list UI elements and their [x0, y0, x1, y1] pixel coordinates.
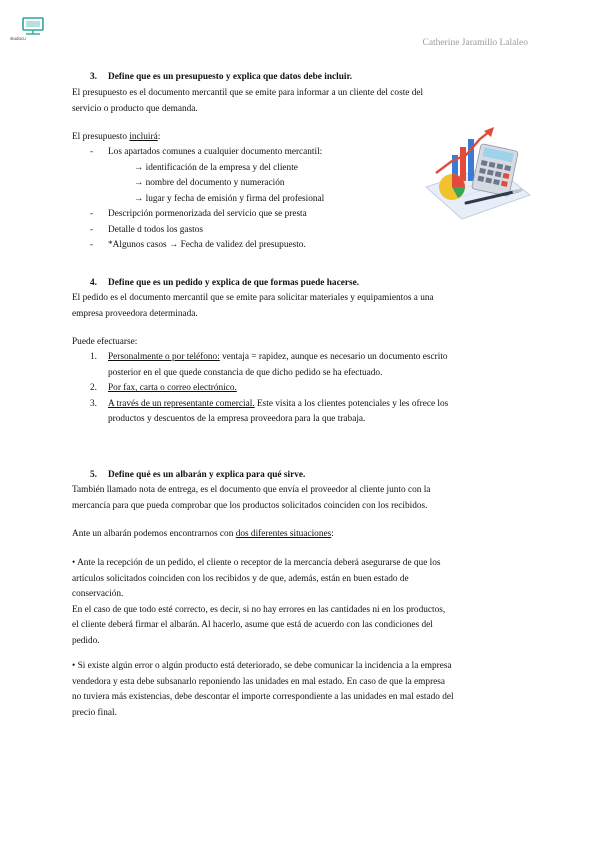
section-4-list [90, 350, 449, 428]
section-4-intro: Puede efectuarse: [72, 337, 138, 347]
text-line: artículos solicitados coinciden con los recibidos y de que, además, están en buen estado de [72, 573, 409, 584]
underlined-text: A través de un representante comercial. [108, 398, 255, 409]
list-item-text: Los apartados comunes a cualquier documento mercantil: [108, 147, 323, 157]
list-item-text: Este visita a los clientes potenciales y les ofrece los [254, 398, 449, 409]
underlined-text: Por fax, carta o correo electrónico. [108, 383, 237, 393]
text-line: el cliente deberá firmar el albarán. Al hacerlo, asume que está de acuerdo con las condiciones del [72, 620, 433, 630]
section-5-heading [90, 468, 305, 484]
list-number: 3. [90, 398, 97, 409]
text-line: El presupuesto es el documento mercantil que se emite para informar a un cliente del coste del [72, 88, 424, 98]
text-span: El presupuesto [72, 132, 130, 142]
list-item-text: *Algunos casos → Fecha de validez del presupuesto. [108, 240, 306, 250]
section-3-title: Define que es un presupuesto y explica que datos debe incluir. [108, 72, 353, 82]
text-line: El pedido es el documento mercantil que se emite para solicitar materiales y equipamientos a una [72, 293, 434, 303]
section-5-title: Define qué es un albarán y explica para qué sirve. [108, 470, 306, 480]
list-item-text: Detalle d todos los gastos [108, 224, 204, 235]
text-line: empresa proveedora determinada. [72, 308, 198, 319]
list-number: 1. [90, 352, 97, 362]
text-line: vendedora y esta debe subsanarlo reponiendo las unidades en mal estado. En caso de que la empresa [72, 676, 446, 687]
text-line: conservación. [72, 589, 124, 599]
section-4-paragraph [72, 291, 434, 322]
list-item [90, 145, 324, 161]
section-3-paragraph [72, 86, 423, 117]
list-bullet: - [90, 240, 94, 250]
text-line: mercancía para que pueda comprobar que los productos solicitados coinciden con los recibidos. [72, 500, 428, 511]
list-item [108, 192, 324, 208]
list-item [90, 381, 448, 397]
text-span: : [157, 132, 161, 142]
section-3-includes [72, 130, 160, 146]
list-item-text: → nombre del documento y numeración [134, 178, 285, 188]
list-bullet: - [90, 147, 94, 157]
text-line: pedido. [72, 635, 100, 646]
list-bullet: - [90, 209, 94, 219]
section-5-number: 5. [90, 470, 97, 480]
logo-text: studocu [10, 36, 26, 41]
list-item [90, 397, 449, 428]
text-line: servicio o producto que demanda. [72, 103, 198, 114]
text-line: • Si existe algún error o algún producto está deteriorado, se debe comunicar la incidencia a la empresa [72, 661, 452, 671]
text-span: Ante un albarán podemos encontrarnos con [72, 529, 236, 539]
list-item-text: posterior en el que quede constancia de que dicho pedido se ha efectuado. [108, 367, 383, 378]
text-line: En el caso de que todo esté correcto, es decir, si no hay errores en las cantidades ni en los productos, [72, 604, 446, 615]
section-5-situations [72, 527, 334, 543]
budget-calculator-illustration [422, 125, 534, 220]
underlined-text: incluirá [129, 132, 158, 142]
author-name: Catherine Jaramillo Lalaleo [422, 38, 528, 48]
text-span: : [331, 529, 334, 539]
section-3-heading [90, 70, 352, 86]
list-item-text: → lugar y fecha de emisión y firma del profesional [134, 193, 325, 204]
section-5-bullet-2 [72, 659, 454, 721]
underlined-text: Personalmente o por teléfono: [108, 352, 220, 362]
list-item [90, 238, 324, 254]
underlined-text: dos diferentes situaciones [235, 529, 332, 539]
section-4-number: 4. [90, 278, 97, 288]
list-number: 2. [90, 383, 97, 393]
section-5-paragraph [72, 483, 430, 514]
list-item [90, 207, 324, 223]
list-item-text: Descripción pormenorizada del servicio que se presta [108, 209, 307, 219]
list-item-text: productos y descuentos de la empresa proveedora para la que trabaja. [108, 414, 366, 424]
list-item [108, 176, 324, 192]
section-3-list [90, 145, 325, 254]
list-item-text: ventaja = rapidez, aunque es necesario un documento escrito [219, 352, 448, 362]
section-4-heading [90, 276, 359, 292]
studocu-logo-icon[interactable] [14, 16, 62, 46]
section-5-bullet-1 [72, 556, 445, 649]
list-item-text: → identificación de la empresa y del cliente [134, 162, 298, 173]
text-line: También llamado nota de entrega, es el documento que envía el proveedor al cliente junto con la [72, 485, 431, 495]
text-line: no tuviera más existencias, debe descontar el importe correspondiente a las unidades en mal estado del [72, 692, 454, 702]
list-item [90, 223, 324, 239]
section-3-number: 3. [90, 72, 97, 82]
text-line: precio final. [72, 707, 117, 718]
list-item [90, 350, 448, 381]
section-4-title: Define que es un pedido y explica de que formas puede hacerse. [108, 278, 360, 288]
text-line: • Ante la recepción de un pedido, el cliente o receptor de la mercancía deberá asegurarse de que los [72, 558, 441, 568]
list-item [108, 161, 324, 177]
list-bullet: - [90, 224, 94, 235]
